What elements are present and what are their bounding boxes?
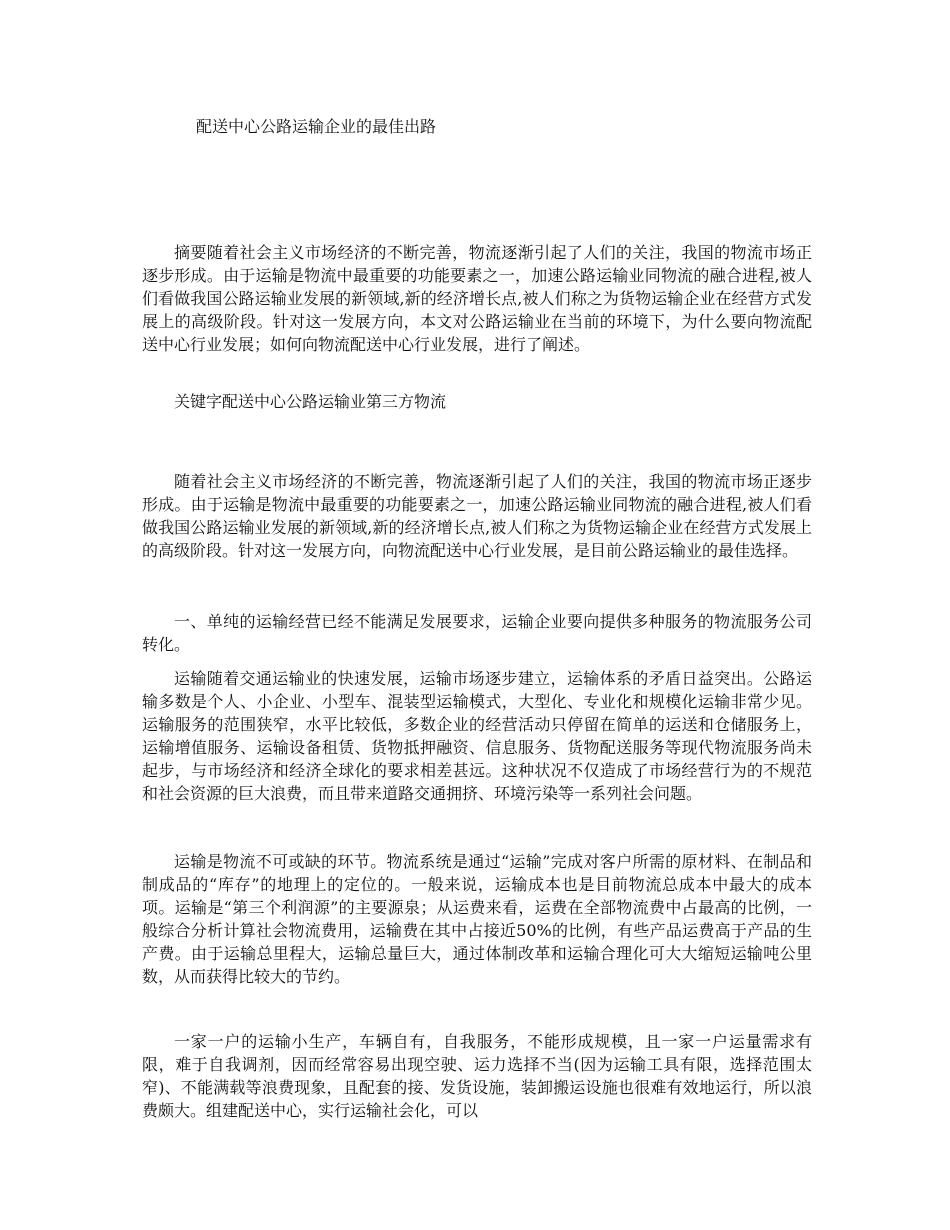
abstract-paragraph: 摘要随着社会主义市场经济的不断完善，物流逐渐引起了人们的关注，我国的物流市场正逐步形成。由于运输是物流中最重要的功能要素之一，加速公路运输业同物流的融合进程,被人们看做我国公路运输业发展的新领域,新的经济增长点,被人们称之为货物运输企业在经营方式发展上的高级阶段。针对这一发展方向，本文对公路运输业在当前的环境下，为什么要向物流配送中心行业发展；如何向物流配送中心行业发展，进行了阐述。 (142, 243, 812, 354)
body-paragraph-small-production: 一家一户的运输小生产，车辆自有，自我服务，不能形成规模，且一家一户运量需求有限，难于自我调剂，因而经常容易出现空驶、运力选择不当(因为运输工具有限，选择范围太窄)、不能满载等浪费现象，且配套的接、发货设施，装卸搬运设施也很难有效地运行，所以浪费颇大。组建配送中心，实行运输社会化，可以 (142, 1032, 812, 1120)
body-paragraph-transport-market: 运输随着交通运输业的快速发展，运输市场逐步建立，运输体系的矛盾日益突出。公路运输多数是个人、小企业、小型车、混装型运输模式，大型化、专业化和规模化运输非常少见。运输服务的范围狭窄，水平比较低，多数企业的经营活动只停留在简单的运送和仓储服务上，运输增值服务、运输设备租赁、货物抵押融资、信息服务、货物配送服务等现代物流服务尚未起步，与市场经济和经济全球化的要求相差甚远。这种状况不仅造成了市场经营行为的不规范和社会资源的巨大浪费，而且带来道路交通拥挤、环境污染等一系列社会问题。 (142, 669, 812, 803)
body-paragraph-transport-role: 运输是物流不可或缺的环节。物流系统是通过“运输”完成对客户所需的原材料、在制品和制成品的“库存”的地理上的定位的。一般来说，运输成本也是目前物流总成本中最大的成本项。运输是“第三个利润源”的主要源泉；从运费来看，运费在全部物流费中占最高的比例，一般综合分析计算社会物流费用，运输费在其中占接近50%的比例，有些产品运费高于产品的生产费。由于运输总里程大，运输总量巨大，通过体制改革和运输合理化可大大缩短运输吨公里数，从而获得比较大的节约。 (142, 852, 812, 986)
body-paragraph-intro: 随着社会主义市场经济的不断完善，物流逐渐引起了人们的关注，我国的物流市场正逐步形成。由于运输是物流中最重要的功能要素之一，加速公路运输业同物流的融合进程,被人们看做我国公路运输业发展的新领域,新的经济增长点,被人们称之为货物运输企业在经营方式发展上的高级阶段。针对这一发展方向，向物流配送中心行业发展，是目前公路运输业的最佳选择。 (142, 472, 812, 560)
document-title: 配送中心公路运输企业的最佳出路 (196, 117, 437, 136)
section-heading-1: 一、单纯的运输经营已经不能满足发展要求，运输企业要向提供多种服务的物流服务公司转化。 (142, 612, 812, 654)
keywords-line: 关键字配送中心公路运输业第三方物流 (174, 392, 447, 411)
